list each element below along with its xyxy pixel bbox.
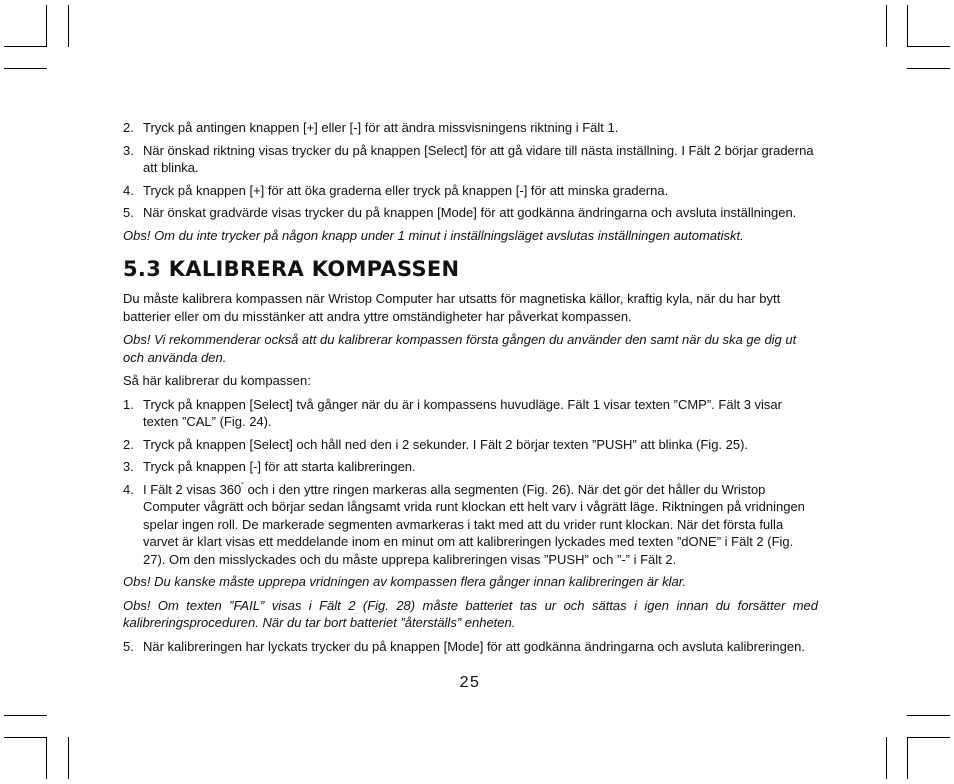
list-number: 3.	[123, 142, 134, 158]
list-text: När kalibreringen har lyckats trycker du på knappen [Mode] för att godkänna ändringarna och avsluta kalibreringen.	[143, 638, 805, 654]
list-text: När önskad riktning visas trycker du på knappen [Select] för att gå vidare till nästa inställning. I Fält 2 börjar graderna att blinka.	[143, 142, 814, 175]
crop-mark	[4, 715, 47, 716]
list-number: 5.	[123, 638, 134, 654]
list-number: 2.	[123, 120, 134, 135]
degree-sign: ˚	[241, 481, 244, 491]
note-timeout: Obs! Om du inte trycker på någon knapp under 1 minut i inställningsläget avslutas inställningen automatiskt.	[123, 227, 744, 243]
crop-mark	[886, 737, 887, 779]
crop-mark	[907, 68, 950, 69]
crop-mark	[46, 5, 47, 47]
list-text-before: I Fält 2 visas 360	[143, 481, 242, 497]
crop-mark	[886, 5, 887, 47]
section-title: 5.3 KALIBRERA KOMPASSEN	[123, 257, 460, 281]
list-item	[123, 119, 818, 137]
list-text: Tryck på knappen [Select] två gånger när du är i kompassens huvudläge. Fält 1 visar texten ”CMP”. Fält 3 visar texten ”CAL” (Fig. 24).	[143, 396, 782, 429]
list-text: Tryck på antingen knappen [+] eller [-] för att ändra missvisningens riktning i Fält 1.	[143, 120, 619, 135]
crop-mark	[907, 737, 950, 738]
crop-mark	[46, 737, 47, 779]
list-item	[123, 436, 818, 454]
list-text-after: och i den yttre ringen markeras alla segmenten (Fig. 26). När det gör det håller du Wristop Computer vågrätt och börjar sedan långsamt vrida runt klockan ett helt varv i vågrätt läge. Riktningen på vridningen spelar ingen roll. De markerade segmenten avmarkeras i takt med att du vrider runt klockan. När det första fulla varvet är klart visas ett meddelande inom en minut om att kalibreringen lyckades med texten ”dONE” i Fält 2 (Fig. 27). Om den misslyckades och du måste upprepa kalibreringen visas ”PUSH” och ”-” i Fält 2.	[143, 481, 805, 567]
list-text: När önskat gradvärde visas trycker du på knappen [Mode] för att godkänna ändringarna och avsluta inställningen.	[143, 205, 797, 220]
crop-mark	[4, 737, 47, 738]
calibration-steps-list	[123, 396, 818, 569]
list-text: Tryck på knappen [Select] och håll ned den i 2 sekunder. I Fält 2 börjar texten ”PUSH” att blinka (Fig. 25).	[143, 436, 749, 452]
crop-mark	[907, 5, 908, 47]
crop-mark	[907, 737, 908, 779]
declination-steps-list	[123, 119, 818, 222]
page-number: 25	[459, 674, 481, 691]
crop-mark	[907, 715, 950, 716]
list-item	[123, 204, 818, 222]
crop-mark	[4, 68, 47, 69]
crop-mark	[907, 46, 950, 47]
note-fail: Obs! Om texten ”FAIL” visas i Fält 2 (Fig. 28) måste batteriet tas ur och sättas i igen innan du forsätter med kalibreringsproceduren. När du tar bort batteriet ”återställs” enheten.	[123, 597, 818, 630]
list-number: 4.	[123, 182, 134, 198]
list-number: 2.	[123, 436, 134, 452]
list-number: 5.	[123, 205, 134, 220]
list-item	[123, 458, 818, 476]
note-repeat: Obs! Du kanske måste upprepa vridningen av kompassen flera gånger innan kalibreringen är klar.	[123, 574, 687, 589]
crop-mark	[4, 46, 47, 47]
list-item	[123, 182, 818, 200]
list-item	[123, 638, 818, 656]
intro-paragraph: Du måste kalibrera kompassen när Wristop Computer har utsatts för magnetiska källor, kraftig kyla, när du har bytt batterier eller om du misstänker att andra yttre omständigheter har påverkat kompassen.	[123, 291, 781, 324]
list-text: Tryck på knappen [+] för att öka graderna eller tryck på knappen [-] för att minska graderna.	[143, 182, 669, 198]
page-content	[123, 119, 818, 660]
list-number: 3.	[123, 459, 134, 474]
crop-mark	[68, 5, 69, 47]
list-text: Tryck på knappen [-] för att starta kalibreringen.	[143, 459, 416, 474]
list-item	[123, 396, 818, 431]
list-number: 4.	[123, 481, 134, 497]
list-item	[123, 481, 818, 569]
list-number: 1.	[123, 396, 134, 412]
crop-mark	[68, 737, 69, 779]
list-item	[123, 142, 818, 177]
note-recommend: Obs! Vi rekommenderar också att du kalibrerar kompassen första gången du använder den samt när du ska ge dig ut och använda den.	[123, 332, 797, 365]
howto-paragraph: Så här kalibrerar du kompassen:	[123, 373, 311, 388]
